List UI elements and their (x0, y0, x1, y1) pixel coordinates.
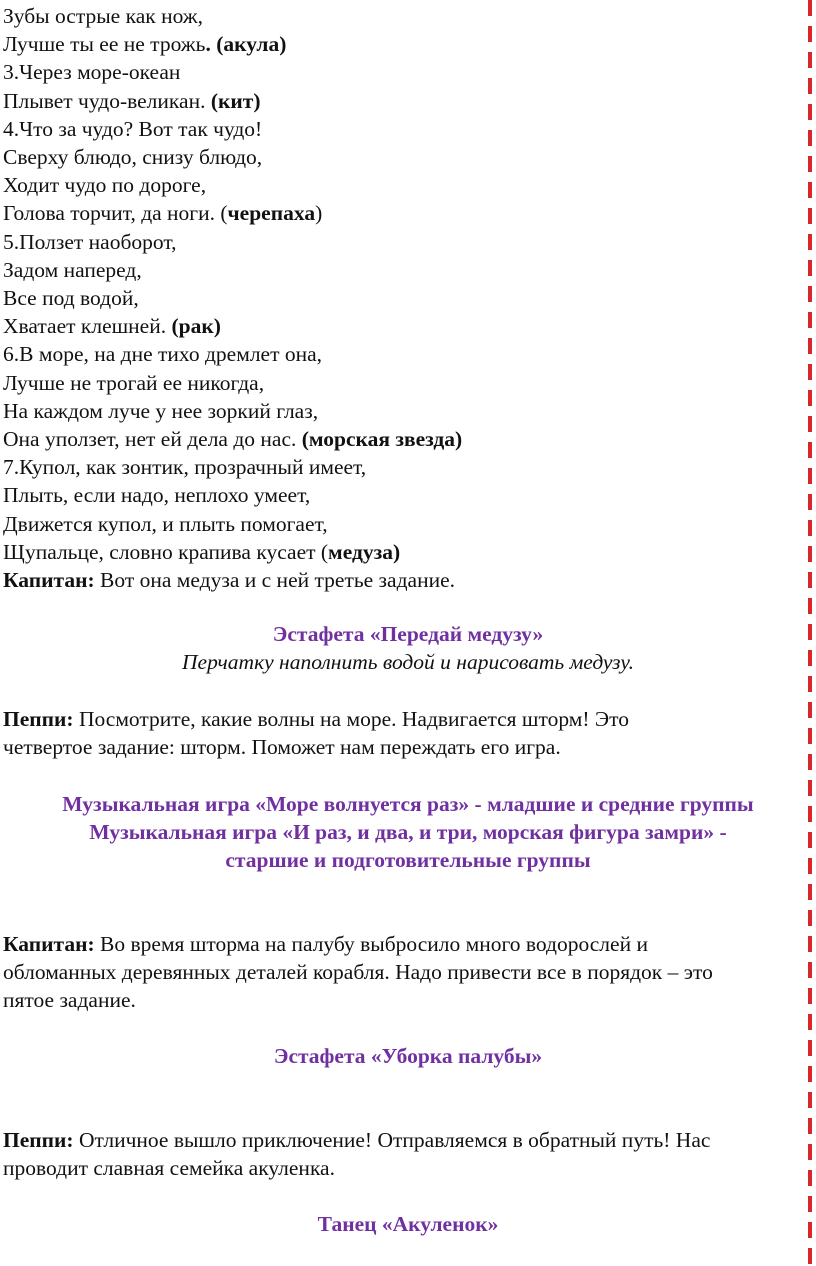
riddle-line: Задом наперед, (3, 257, 142, 282)
riddle-line: 4.Что за чудо? Вот так чудо! (3, 116, 263, 141)
riddle-answer: черепаха (227, 201, 316, 226)
riddle-line: Лучше не трогай ее никогда, (3, 370, 265, 395)
riddle-line: Щупальце, словно крапива кусает (медуза) (3, 539, 401, 564)
riddle-answer: (рак) (171, 314, 221, 339)
riddle-line: 7.Купол, как зонтик, прозрачный имеет, (3, 455, 367, 480)
riddle-line: Ходит чудо по дороге, (3, 173, 207, 198)
captain-line: Капитан: Вот она медуза и с ней третье задание. (3, 568, 456, 593)
relay-description: Перчатку наполнить водой и нарисовать медузу. (182, 650, 634, 674)
riddle-line: Все под водой, (3, 286, 139, 311)
riddle-line: На каждом луче у нее зоркий глаз, (3, 398, 319, 423)
dance-heading: Танец «Акуленок» (317, 1212, 499, 1236)
riddle-line: Движется купол, и плыть помогает, (3, 511, 328, 536)
speaker-label: Капитан: (3, 568, 95, 593)
peppi-return-paragraph: Пеппи: Отличное вышло приключение! Отправляемся в обратный путь! Нас проводит славная семейка акуленка. (3, 1128, 711, 1181)
riddle-answer: (кит) (210, 88, 261, 113)
peppi-storm-paragraph: Пеппи: Посмотрите, какие волны на море. Надвигается шторм! Это четвертое задание: шторм. Поможет нам переждать его игра. (3, 707, 629, 760)
riddle-line: Сверху блюдо, снизу блюдо, (3, 145, 263, 170)
riddle-line: Плывет чудо-великан. (кит) (3, 88, 261, 113)
riddle-answer: . (акула) (205, 32, 287, 57)
riddle-line: Лучше ты ее не трожь. (акула) (3, 32, 287, 57)
relay-heading-jellyfish: Эстафета «Передай медузу» (272, 622, 544, 646)
riddle-line: 6.В море, на дне тихо дремлет она, (3, 342, 323, 367)
riddle-line: 3.Через море-океан (3, 60, 181, 85)
riddle-answer: (морская звезда) (301, 427, 463, 452)
riddle-answer: медуза) (328, 539, 401, 564)
music-game-heading-1: Музыкальная игра «Море волнуется раз» - младшие и средние группы (62, 792, 754, 816)
speaker-label: Пеппи: (3, 707, 74, 731)
riddle-line: 5.Ползет наоборот, (3, 229, 177, 254)
riddle-line: Хватает клешней. (рак) (3, 314, 221, 339)
riddle-line: Плыть, если надо, неплохо умеет, (3, 483, 311, 508)
captain-deck-paragraph: Капитан: Во время шторма на палубу выбросило много водорослей и обломанных деревянных деталей корабля. Надо привести все в порядок – это пятое задание. (3, 932, 713, 1013)
riddle-line: Зубы острые как нож, (3, 4, 204, 28)
speaker-label: Капитан: (3, 932, 95, 956)
speaker-label: Пеппи: (3, 1128, 74, 1152)
riddle-line: Она уползет, нет ей дела до нас. (морская звезда) (3, 427, 463, 452)
relay-heading-deck: Эстафета «Уборка палубы» (273, 1044, 543, 1068)
riddle-line: Голова торчит, да ноги. (черепаха) (3, 201, 323, 226)
riddles-block (3, 2, 808, 594)
music-game-heading-2: Музыкальная игра «И раз, и два, и три, морская фигура замри» - (89, 820, 727, 844)
music-game-heading-3: старшие и подготовительные группы (225, 848, 591, 872)
